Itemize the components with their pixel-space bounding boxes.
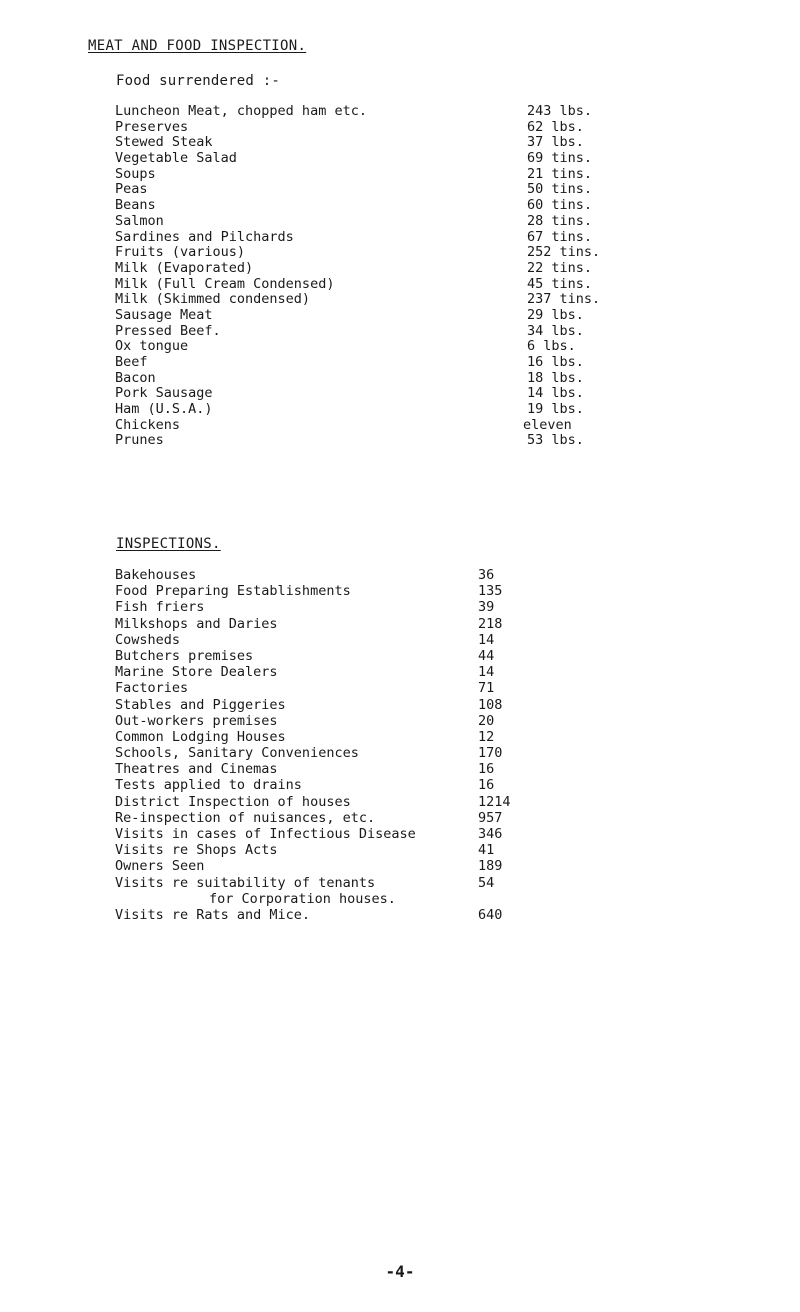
food-item-label: Beans [115, 197, 156, 214]
food-item-quantity: 53 lbs. [527, 432, 584, 449]
food-item [115, 433, 715, 449]
inspection-item-label: Theatres and Cinemas [115, 761, 278, 778]
food-item-quantity: 243 lbs. [527, 103, 593, 119]
inspection-item-label: Milkshops and Daries [115, 615, 278, 632]
food-item [115, 371, 715, 387]
food-item-quantity: 45 tins. [527, 275, 593, 292]
page-number: -4- [385, 1262, 415, 1281]
inspection-item-count: 54 [478, 874, 495, 891]
food-item [115, 182, 715, 198]
food-item-label: Chickens [115, 416, 181, 433]
food-item-quantity: 28 tins. [527, 212, 593, 229]
inspection-item-count: 14 [478, 664, 495, 681]
food-item-label: Bacon [115, 369, 156, 386]
food-item [115, 277, 715, 293]
food-item-quantity: 21 tins. [527, 165, 593, 182]
food-item [115, 324, 715, 340]
inspection-item [115, 859, 715, 875]
food-item [115, 339, 715, 355]
inspection-item [115, 649, 715, 665]
inspection-item-label: Factories [115, 680, 189, 697]
inspections-heading: INSPECTIONS. [116, 536, 221, 552]
food-item-label: Luncheon Meat, chopped ham etc. [115, 103, 367, 119]
inspection-item-count: 41 [478, 842, 495, 859]
inspection-item [115, 843, 715, 859]
inspection-item [115, 876, 715, 892]
food-item-quantity: 29 lbs. [527, 306, 584, 323]
food-item [115, 167, 715, 183]
inspection-item [115, 746, 715, 762]
inspection-item-count: 189 [478, 858, 503, 875]
food-surrendered-heading: Food surrendered :- [116, 73, 280, 89]
food-item [115, 308, 715, 324]
food-item-quantity: 34 lbs. [527, 322, 584, 339]
food-item-label: Sausage Meat [115, 306, 213, 323]
food-item [115, 386, 715, 402]
inspection-item-label: Bakehouses [115, 567, 197, 583]
inspection-item-count: 170 [478, 745, 503, 762]
inspection-item-count: 346 [478, 826, 503, 842]
food-item-label: Soups [115, 165, 156, 182]
food-item-label: Milk (Evaporated) [115, 259, 254, 276]
inspection-item-count: 12 [478, 728, 495, 745]
inspection-item-label: Visits in cases of Infectious Disease [115, 826, 416, 842]
food-item [115, 245, 715, 261]
page-title: MEAT AND FOOD INSPECTION. [88, 38, 307, 54]
inspection-item [115, 681, 715, 697]
inspection-item-label: Out-workers premises [115, 712, 278, 729]
food-item-label: Milk (Full Cream Condensed) [115, 275, 335, 292]
food-item-quantity: 62 lbs. [527, 118, 584, 135]
inspection-item-label: Tests applied to drains [115, 777, 302, 794]
food-item-quantity: 37 lbs. [527, 134, 584, 151]
food-item-quantity: 6 lbs. [527, 338, 576, 355]
inspection-item [115, 827, 715, 843]
inspection-item [115, 633, 715, 649]
inspection-item [115, 908, 715, 924]
inspection-item [115, 665, 715, 681]
food-item-quantity: 19 lbs. [527, 401, 584, 418]
food-item-quantity: 50 tins. [527, 181, 593, 198]
food-item-label: Vegetable Salad [115, 150, 237, 167]
food-item-label: Preserves [115, 118, 189, 135]
inspection-item [115, 811, 715, 827]
inspection-item [115, 568, 715, 584]
inspection-item-count: 44 [478, 647, 495, 664]
food-item-label: Peas [115, 181, 148, 198]
inspection-item-label: Butchers premises [115, 647, 254, 664]
inspection-item-count: 1214 [478, 793, 511, 810]
inspection-item [115, 730, 715, 746]
food-item [115, 214, 715, 230]
inspection-item-count: 957 [478, 809, 503, 826]
inspection-item-label: for Corporation houses. [209, 890, 396, 907]
food-item-quantity: eleven [523, 416, 572, 433]
inspection-item-label: Fish friers [115, 599, 205, 616]
food-item-label: Prunes [115, 432, 164, 449]
inspection-item-count: 16 [478, 777, 495, 794]
food-item [115, 104, 715, 120]
food-item-label: Ox tongue [115, 338, 189, 355]
inspection-item-label: Re-inspection of nuisances, etc. [115, 809, 376, 826]
inspection-item-count: 36 [478, 567, 495, 583]
inspection-item-label: Visits re Rats and Mice. [115, 906, 311, 923]
food-item-quantity: 252 tins. [527, 244, 601, 261]
food-item-label: Salmon [115, 212, 164, 229]
inspection-item-label: Schools, Sanitary Conveniences [115, 745, 359, 762]
food-item-quantity: 69 tins. [527, 150, 593, 167]
inspection-item-count: 39 [478, 599, 495, 616]
food-item-quantity: 60 tins. [527, 197, 593, 214]
inspection-item-label: District Inspection of houses [115, 793, 351, 810]
food-item-quantity: 67 tins. [527, 228, 593, 245]
food-item-quantity: 14 lbs. [527, 385, 584, 402]
inspection-item-count: 640 [478, 906, 503, 923]
food-item [115, 230, 715, 246]
food-item [115, 418, 715, 434]
food-item-label: Pressed Beef. [115, 322, 221, 339]
food-item [115, 292, 715, 308]
food-item-label: Stewed Steak [115, 134, 213, 151]
food-item [115, 355, 715, 371]
food-item-quantity: 18 lbs. [527, 369, 584, 386]
inspection-item [115, 778, 715, 794]
inspection-item-count: 108 [478, 696, 503, 713]
food-item-label: Milk (Skimmed condensed) [115, 291, 311, 308]
inspection-item-count: 20 [478, 712, 495, 729]
inspection-item-count: 16 [478, 761, 495, 778]
inspection-item-continuation [115, 892, 715, 908]
inspection-item-label: Stables and Piggeries [115, 696, 286, 713]
food-item [115, 402, 715, 418]
food-surrendered-list [115, 104, 715, 449]
food-item-label: Ham (U.S.A.) [115, 401, 213, 418]
food-item [115, 151, 715, 167]
inspection-item-label: Common Lodging Houses [115, 728, 286, 745]
inspection-item [115, 762, 715, 778]
food-item [115, 198, 715, 214]
inspection-item-label: Owners Seen [115, 858, 205, 875]
inspections-list [115, 568, 715, 924]
food-item-label: Pork Sausage [115, 385, 213, 402]
inspection-item [115, 584, 715, 600]
inspection-item [115, 698, 715, 714]
food-item-label: Fruits (various) [115, 244, 246, 261]
food-item-label: Sardines and Pilchards [115, 228, 294, 245]
food-item-quantity: 237 tins. [527, 291, 601, 308]
inspection-item-label: Visits re Shops Acts [115, 842, 278, 859]
inspection-item [115, 714, 715, 730]
inspection-item-label: Marine Store Dealers [115, 664, 278, 681]
inspection-item-count: 135 [478, 583, 503, 600]
food-item [115, 261, 715, 277]
food-item-quantity: 22 tins. [527, 259, 593, 276]
food-item [115, 120, 715, 136]
inspection-item [115, 600, 715, 616]
food-item-label: Beef [115, 354, 148, 370]
inspection-item-count: 14 [478, 631, 495, 648]
inspection-item-count: 218 [478, 615, 503, 632]
inspection-item-label: Cowsheds [115, 631, 181, 648]
inspection-item [115, 795, 715, 811]
inspection-item [115, 617, 715, 633]
food-item [115, 135, 715, 151]
food-item-quantity: 16 lbs. [527, 354, 584, 370]
inspection-item-label: Visits re suitability of tenants [115, 874, 376, 891]
inspection-item-label: Food Preparing Establishments [115, 583, 351, 600]
inspection-item-count: 71 [478, 680, 495, 697]
